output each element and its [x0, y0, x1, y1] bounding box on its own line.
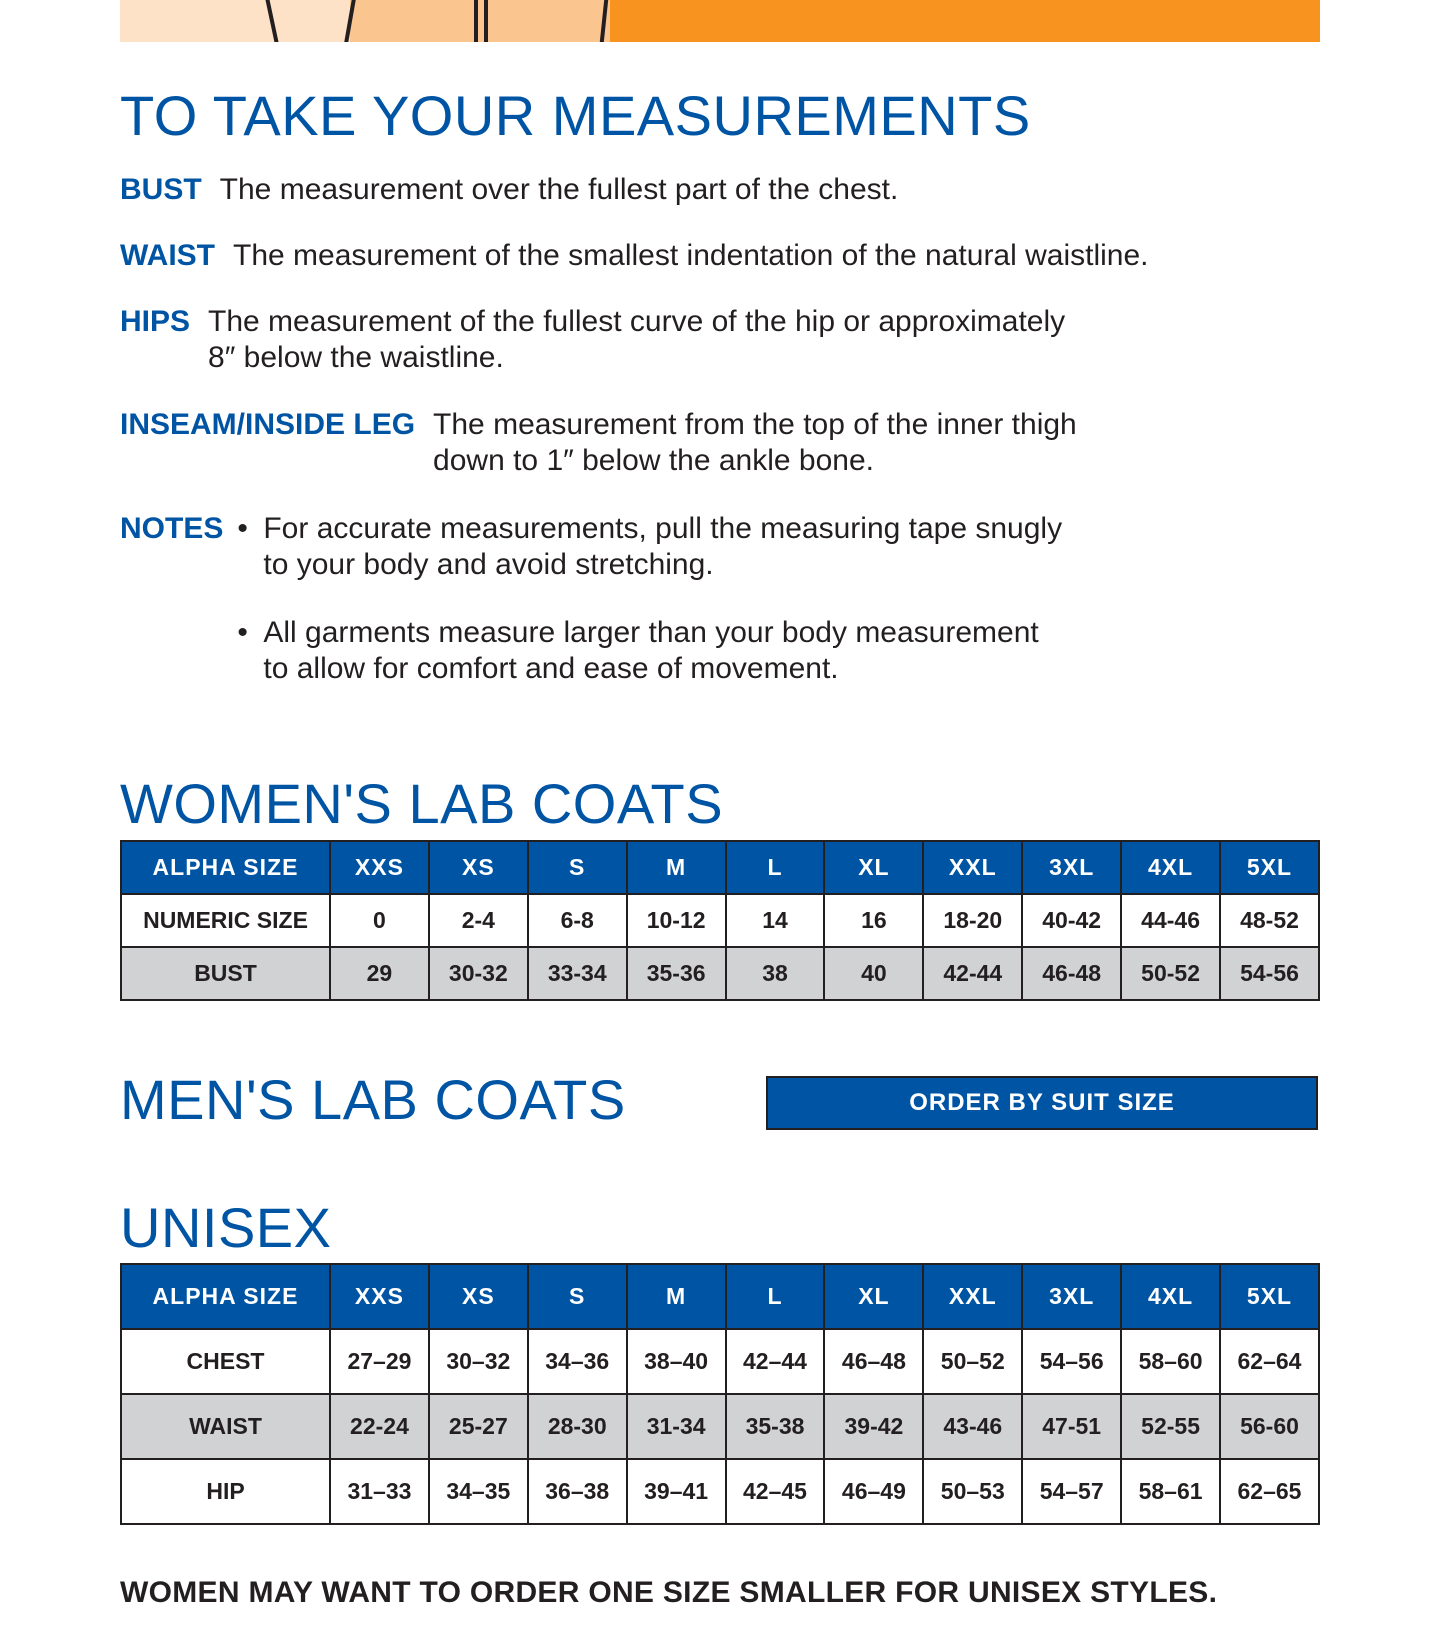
table-cell: 38	[726, 947, 825, 1000]
header-cell: XXL	[923, 1264, 1022, 1329]
header-cell: XS	[429, 841, 528, 894]
table-cell: 33-34	[528, 947, 627, 1000]
table-cell: 43-46	[923, 1394, 1022, 1459]
table-cell: 54–56	[1022, 1329, 1121, 1394]
table-cell: 35-36	[627, 947, 726, 1000]
header-cell: S	[528, 841, 627, 894]
table-cell: 18-20	[923, 894, 1022, 947]
measurement-notes	[120, 511, 1062, 719]
mens-title: MEN'S LAB COATS	[120, 1068, 626, 1131]
header-cell: L	[726, 1264, 825, 1329]
table-cell: 56-60	[1220, 1394, 1319, 1459]
bullet-icon: •	[237, 512, 248, 545]
table-cell: 58–61	[1121, 1459, 1220, 1524]
womens-size-table	[120, 840, 1320, 1001]
table-cell: 2-4	[429, 894, 528, 947]
measurement-label: BUST	[120, 173, 202, 206]
table-row	[121, 947, 1319, 1000]
table-cell: 50–52	[923, 1329, 1022, 1394]
measurement-waist	[120, 238, 1149, 274]
measurement-label: INSEAM/INSIDE LEG	[120, 408, 416, 441]
measurement-text: The measurement over the fullest part of the chest.	[219, 173, 899, 206]
table-cell: 10-12	[627, 894, 726, 947]
header-cell: 5XL	[1220, 1264, 1319, 1329]
table-cell: 44-46	[1121, 894, 1220, 947]
header-cell: 5XL	[1220, 841, 1319, 894]
header-cell: 3XL	[1022, 841, 1121, 894]
measurement-bust	[120, 172, 898, 208]
table-cell: 50-52	[1121, 947, 1220, 1000]
measurement-text: The measurement from the top of the inner thigh down to 1″ below the ankle bone.	[433, 408, 1077, 477]
table-cell: 29	[330, 947, 429, 1000]
measurement-label: WAIST	[120, 239, 215, 272]
table-cell: 50–53	[923, 1459, 1022, 1524]
measurement-text: The measurement of the smallest indentation of the natural waistline.	[233, 239, 1149, 272]
header-cell: XL	[824, 1264, 923, 1329]
table-cell: 54-56	[1220, 947, 1319, 1000]
table-row	[121, 1329, 1319, 1394]
table-cell: 36–38	[528, 1459, 627, 1524]
table-cell: 35-38	[726, 1394, 825, 1459]
header-cell: XXL	[923, 841, 1022, 894]
table-cell: 30-32	[429, 947, 528, 1000]
measurement-inseam	[120, 407, 1077, 479]
table-cell: 48-52	[1220, 894, 1319, 947]
row-label: WAIST	[121, 1394, 330, 1459]
table-cell: 0	[330, 894, 429, 947]
table-cell: 38–40	[627, 1329, 726, 1394]
header-cell: S	[528, 1264, 627, 1329]
row-label: NUMERIC SIZE	[121, 894, 330, 947]
table-row	[121, 1459, 1319, 1524]
table-cell: 34–35	[429, 1459, 528, 1524]
measurement-hips	[120, 304, 1065, 376]
measurements-title: TO TAKE YOUR MEASUREMENTS	[120, 84, 1031, 147]
table-cell: 58–60	[1121, 1329, 1220, 1394]
note-text: For accurate measurements, pull the measuring tape snugly to your body and avoid stretching.	[263, 512, 1063, 581]
notes-list	[237, 511, 1062, 719]
header-cell: 3XL	[1022, 1264, 1121, 1329]
header-cell: M	[627, 1264, 726, 1329]
row-label: HIP	[121, 1459, 330, 1524]
table-cell: 47-51	[1022, 1394, 1121, 1459]
womens-title: WOMEN'S LAB COATS	[120, 772, 724, 835]
table-cell: 16	[824, 894, 923, 947]
header-cell: M	[627, 841, 726, 894]
unisex-title: UNISEX	[120, 1196, 332, 1259]
header-cell: XS	[429, 1264, 528, 1329]
header-cell: XXS	[330, 1264, 429, 1329]
bullet-icon: •	[237, 616, 248, 649]
table-cell: 28-30	[528, 1394, 627, 1459]
table-cell: 31-34	[627, 1394, 726, 1459]
header-cell: XL	[824, 841, 923, 894]
table-cell: 40	[824, 947, 923, 1000]
header-banner-image	[120, 0, 1320, 42]
measurement-text: The measurement of the fullest curve of the hip or approximately 8″ below the waistline.	[208, 305, 1066, 374]
notes-label: NOTES	[120, 512, 224, 545]
table-cell: 30–32	[429, 1329, 528, 1394]
row-label: CHEST	[121, 1329, 330, 1394]
note-item	[237, 511, 1062, 583]
table-cell: 39-42	[824, 1394, 923, 1459]
header-cell: 4XL	[1121, 1264, 1220, 1329]
header-cell: 4XL	[1121, 841, 1220, 894]
table-header-row	[121, 1264, 1319, 1329]
table-cell: 46–48	[824, 1329, 923, 1394]
row-label: BUST	[121, 947, 330, 1000]
table-row	[121, 1394, 1319, 1459]
table-header-row	[121, 841, 1319, 894]
measurement-label: HIPS	[120, 305, 191, 338]
table-cell: 42–45	[726, 1459, 825, 1524]
banner-figure-section	[350, 0, 610, 42]
table-cell: 25-27	[429, 1394, 528, 1459]
header-cell: ALPHA SIZE	[121, 841, 330, 894]
table-cell: 54–57	[1022, 1459, 1121, 1524]
banner-line	[484, 0, 488, 42]
order-by-suit-size-button[interactable]: ORDER BY SUIT SIZE	[766, 1076, 1318, 1130]
table-cell: 6-8	[528, 894, 627, 947]
table-row	[121, 894, 1319, 947]
table-cell: 62–65	[1220, 1459, 1319, 1524]
header-cell: L	[726, 841, 825, 894]
table-cell: 27–29	[330, 1329, 429, 1394]
table-cell: 31–33	[330, 1459, 429, 1524]
header-cell: XXS	[330, 841, 429, 894]
note-text: All garments measure larger than your body measurement to allow for comfort and ease of movement.	[263, 616, 1039, 685]
banner-line	[474, 0, 478, 42]
table-cell: 34–36	[528, 1329, 627, 1394]
table-cell: 39–41	[627, 1459, 726, 1524]
table-cell: 46-48	[1022, 947, 1121, 1000]
table-cell: 42-44	[923, 947, 1022, 1000]
header-cell: ALPHA SIZE	[121, 1264, 330, 1329]
note-item	[237, 615, 1062, 687]
table-cell: 14	[726, 894, 825, 947]
footer-note: WOMEN MAY WANT TO ORDER ONE SIZE SMALLER FOR UNISEX STYLES.	[120, 1576, 1218, 1609]
table-cell: 52-55	[1121, 1394, 1220, 1459]
unisex-size-table	[120, 1263, 1320, 1525]
table-cell: 62–64	[1220, 1329, 1319, 1394]
table-cell: 22-24	[330, 1394, 429, 1459]
table-cell: 46–49	[824, 1459, 923, 1524]
table-cell: 40-42	[1022, 894, 1121, 947]
table-cell: 42–44	[726, 1329, 825, 1394]
